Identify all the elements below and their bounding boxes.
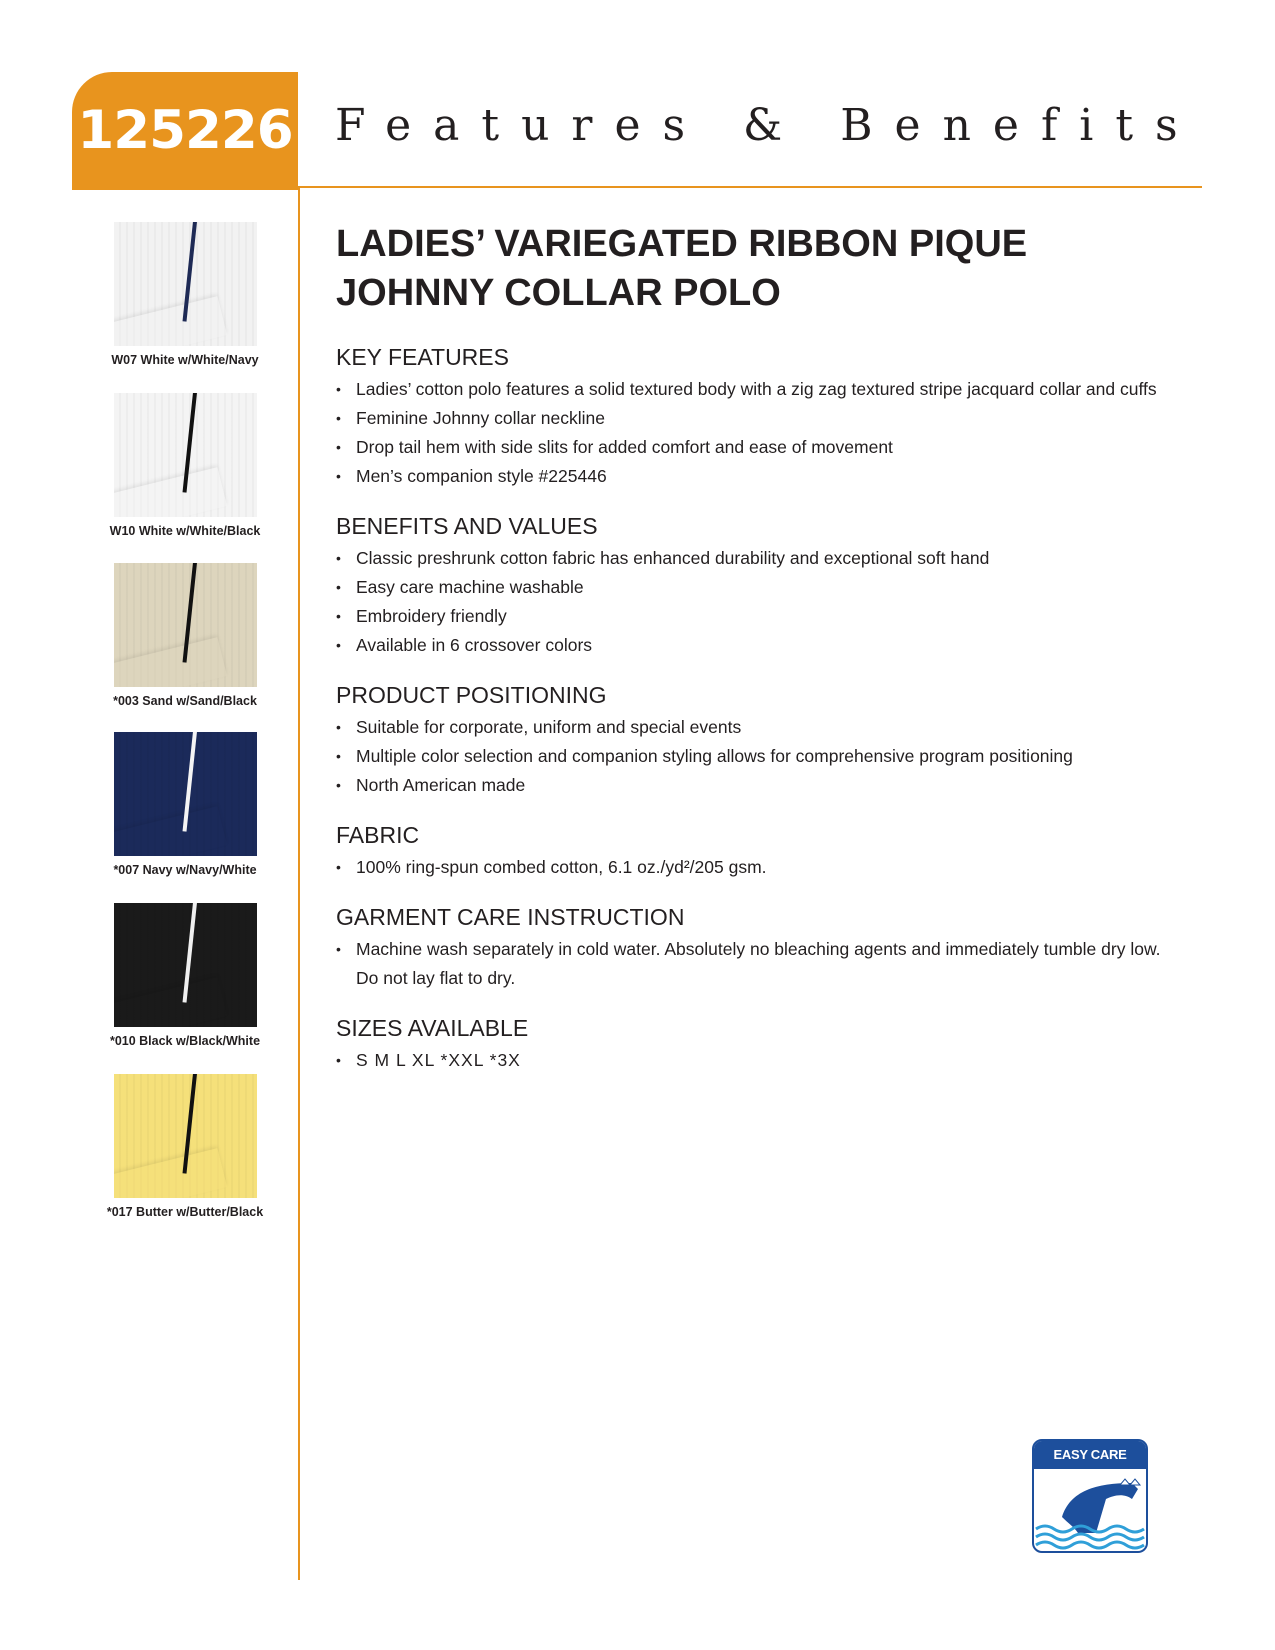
list-item: • Machine wash separately in cold water. Absolutely no bleaching agents and immediately tumble dry low. Do not lay flat to dry. xyxy=(336,935,1166,993)
sizes-heading: SIZES AVAILABLE xyxy=(336,1015,529,1041)
list-item: • Suitable for corporate, uniform and special events xyxy=(336,713,1166,742)
product-title-line-2: JOHNNY COLLAR POLO xyxy=(336,272,781,314)
swatch-image xyxy=(114,222,257,346)
color-swatch xyxy=(90,563,280,708)
list-item: • North American made xyxy=(336,771,1166,800)
swatch-caption: W07 White w/White/Navy xyxy=(111,353,259,367)
color-swatch xyxy=(90,732,280,877)
benefits-list xyxy=(336,544,1166,660)
shirt-wave-icon xyxy=(1034,1469,1146,1551)
list-item: • Available in 6 crossover colors xyxy=(336,631,1166,660)
swatch-caption: *010 Black w/Black/White xyxy=(109,1034,261,1048)
color-swatch xyxy=(90,222,280,367)
page-header-title: Features & Benefits xyxy=(335,100,1200,151)
sizes-list xyxy=(336,1046,1166,1075)
column-divider xyxy=(298,186,300,1580)
swatch-caption: *003 Sand w/Sand/Black xyxy=(113,694,257,708)
style-number-badge: 125226 xyxy=(72,72,298,190)
care-list xyxy=(336,935,1166,993)
positioning-list xyxy=(336,713,1166,800)
list-item: • Men’s companion style #225446 xyxy=(336,462,1166,491)
easy-care-logo xyxy=(1032,1439,1148,1553)
list-item: • S M L XL *XXL *3X xyxy=(336,1046,1166,1075)
swatch-caption: *017 Butter w/Butter/Black xyxy=(106,1205,264,1219)
list-item: • Classic preshrunk cotton fabric has enhanced durability and exceptional soft hand xyxy=(336,544,1166,573)
swatch-image xyxy=(114,1074,257,1198)
list-item: • Easy care machine washable xyxy=(336,573,1166,602)
list-item: • Multiple color selection and companion styling allows for comprehensive program positioning xyxy=(336,742,1166,771)
swatch-image xyxy=(114,563,257,687)
color-swatch xyxy=(90,903,280,1048)
color-swatch xyxy=(90,1074,280,1219)
list-item: • Feminine Johnny collar neckline xyxy=(336,404,1166,433)
swatch-caption: *007 Navy w/Navy/White xyxy=(113,863,257,877)
product-content xyxy=(336,220,1166,1075)
swatch-caption: W10 White w/White/Black xyxy=(109,524,261,538)
benefits-heading: BENEFITS AND VALUES xyxy=(336,513,598,539)
swatch-image xyxy=(114,393,257,517)
header-divider xyxy=(298,186,1202,188)
easy-care-label: EASY CARE xyxy=(1034,1441,1146,1469)
key-features-list xyxy=(336,375,1166,491)
list-item: • Ladies’ cotton polo features a solid textured body with a zig zag textured stripe jacquard collar and cuffs xyxy=(336,375,1166,404)
positioning-heading: PRODUCT POSITIONING xyxy=(336,682,607,708)
color-swatch xyxy=(90,393,280,538)
swatch-image xyxy=(114,903,257,1027)
product-title xyxy=(336,220,1166,318)
care-heading: GARMENT CARE INSTRUCTION xyxy=(336,904,685,930)
list-item: • Embroidery friendly xyxy=(336,602,1166,631)
list-item: • Drop tail hem with side slits for added comfort and ease of movement xyxy=(336,433,1166,462)
product-title-line-1: LADIES’ VARIEGATED RIBBON PIQUE xyxy=(336,223,1028,265)
key-features-heading: KEY FEATURES xyxy=(336,344,509,370)
swatch-image xyxy=(114,732,257,856)
fabric-heading: FABRIC xyxy=(336,822,420,848)
list-item: • 100% ring-spun combed cotton, 6.1 oz./yd²/205 gsm. xyxy=(336,853,1166,882)
fabric-list xyxy=(336,853,1166,882)
